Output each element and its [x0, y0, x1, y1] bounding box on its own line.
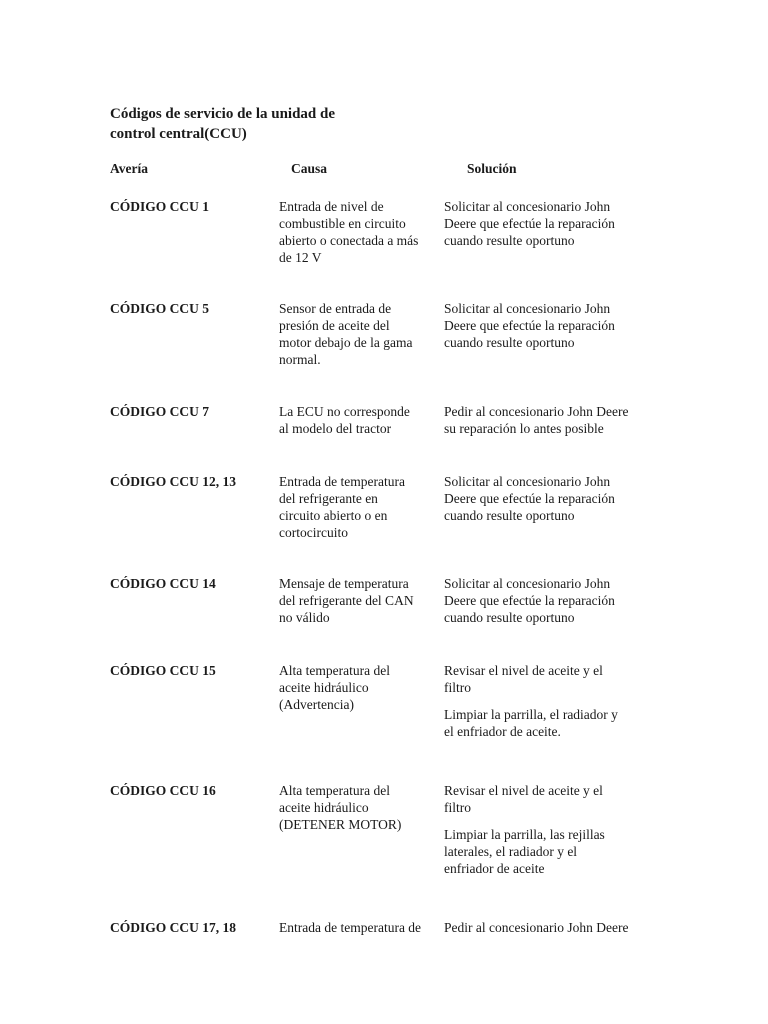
- fault-solution: [444, 919, 674, 946]
- fault-solution: [444, 403, 674, 447]
- fault-code: CÓDIGO CCU 14: [110, 576, 216, 591]
- fault-code: CÓDIGO CCU 1: [110, 199, 210, 214]
- fault-cause: Entrada de nivel de combustible en circuito abierto o conectada a más de 12 V: [279, 199, 419, 265]
- solution-paragraph: Limpiar la parrilla, el radiador y el enfriador de aceite.: [444, 707, 618, 739]
- fault-solution: [444, 575, 674, 636]
- fault-solution: [444, 662, 674, 750]
- fault-cause: Mensaje de temperatura del refrigerante del CAN no válido: [279, 576, 414, 625]
- fault-solution: [444, 300, 674, 361]
- fault-solution: [444, 198, 674, 259]
- fault-solution: [444, 782, 674, 887]
- fault-code: CÓDIGO CCU 15: [110, 663, 216, 678]
- fault-cause: Sensor de entrada de presión de aceite del motor debajo de la gama normal.: [279, 301, 413, 367]
- solution-paragraph: Solicitar al concesionario John Deere que efectúe la reparación cuando resulte oportuno: [444, 474, 615, 523]
- fault-cause: La ECU no corresponde al modelo del tractor: [279, 404, 410, 436]
- fault-code: CÓDIGO CCU 7: [110, 404, 210, 419]
- solution-paragraph: Revisar el nivel de aceite y el filtro: [444, 663, 603, 695]
- fault-cause: Entrada de temperatura de: [279, 920, 422, 935]
- fault-cause: Entrada de temperatura del refrigerante en circuito abierto o en cortocircuito: [279, 474, 405, 540]
- solution-paragraph: Limpiar la parrilla, las rejillas laterales, el radiador y el enfriador de aceite: [444, 827, 605, 876]
- fault-code: CÓDIGO CCU 17, 18: [110, 920, 237, 935]
- fault-cause: Alta temperatura del aceite hidráulico (Advertencia): [279, 663, 390, 712]
- column-header-solucion: Solución: [467, 161, 517, 176]
- column-header-causa: Causa: [291, 161, 328, 176]
- fault-code: CÓDIGO CCU 12, 13: [110, 474, 237, 489]
- solution-paragraph: Solicitar al concesionario John Deere que efectúe la reparación cuando resulte oportuno: [444, 199, 615, 248]
- solution-paragraph: Revisar el nivel de aceite y el filtro: [444, 783, 603, 815]
- solution-paragraph: Solicitar al concesionario John Deere que efectúe la reparación cuando resulte oportuno: [444, 576, 615, 625]
- solution-paragraph: Pedir al concesionario John Deere: [444, 920, 629, 935]
- solution-paragraph: Pedir al concesionario John Deere su reparación lo antes posible: [444, 404, 629, 436]
- fault-cause: Alta temperatura del aceite hidráulico (DETENER MOTOR): [279, 783, 402, 832]
- solution-paragraph: Solicitar al concesionario John Deere que efectúe la reparación cuando resulte oportuno: [444, 301, 615, 350]
- fault-code: CÓDIGO CCU 5: [110, 301, 210, 316]
- column-header-averia: Avería: [110, 161, 148, 176]
- document-title: Códigos de servicio de la unidad de control central(CCU): [110, 106, 336, 142]
- fault-code: CÓDIGO CCU 16: [110, 783, 216, 798]
- fault-solution: [444, 473, 674, 534]
